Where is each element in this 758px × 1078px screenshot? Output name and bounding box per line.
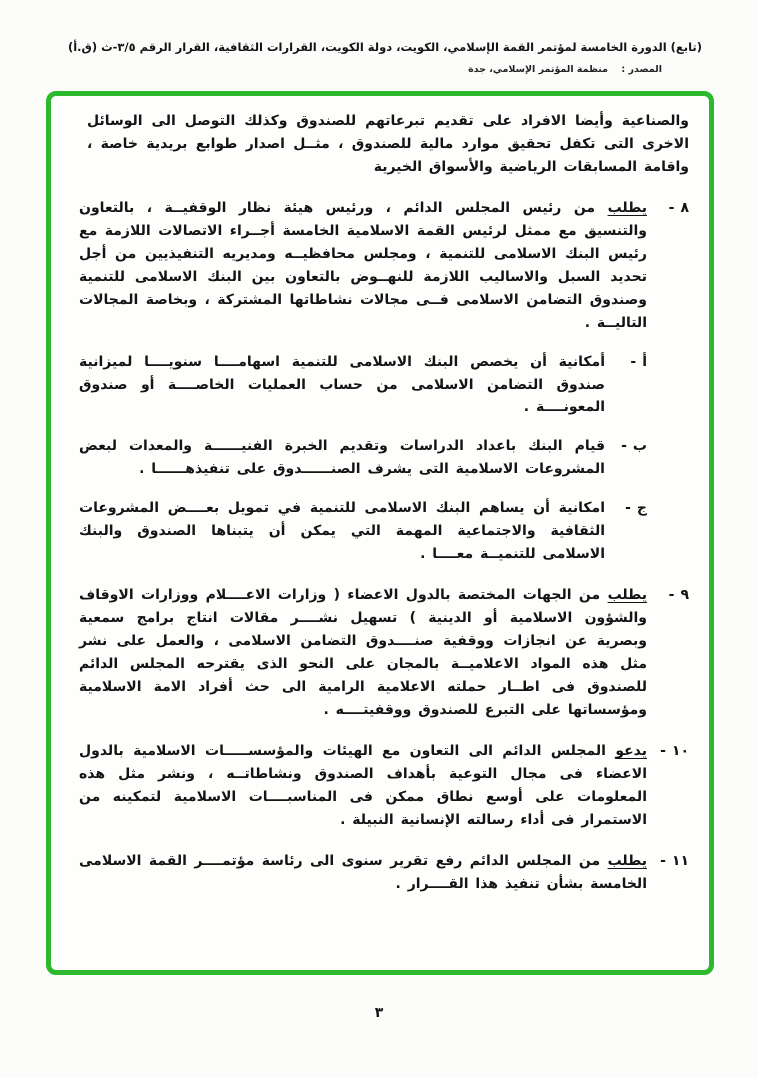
subitem-dash: - bbox=[630, 353, 637, 370]
subitem-letter-value: ج bbox=[636, 500, 647, 517]
item-number bbox=[647, 740, 689, 832]
item-lead-word: يطلب bbox=[607, 587, 647, 604]
subitem-letter bbox=[605, 351, 647, 420]
list-item bbox=[79, 197, 689, 566]
item-body bbox=[79, 740, 647, 832]
list-subitem bbox=[79, 497, 647, 566]
item-dash: - bbox=[660, 852, 666, 869]
item-text: من الجهات المختصة بالدول الاعضاء ( وزارات الاعــــلام ووزارات الاوقاف والشؤون الاسلامية أو الدينية ) تسهيل نشــــر مقالات انتاج برامج سمعية وبصرية عن انجازات ووقفية صنــــدوق التضامن الاسلامى ، والعمل على نشر مثل هذه المواد الاعلاميــة بالمجان على النحو الذى يقترحه المجلس الدائم للصندوق فى اطــار حملته الاعلامية الرامية الى حث أفراد الامة الاسلامية ومؤسساتها على التبرع للصندوق ووقفيتــــه . bbox=[79, 587, 647, 718]
item-body bbox=[79, 584, 647, 722]
item-paragraph bbox=[79, 197, 647, 335]
item-lead-word: يدعو bbox=[615, 742, 647, 759]
header-title: (تابع) الدورة الخامسة لمؤتمر القمة الإسلامي، الكويت، دولة الكويت، القرارات الثقافية، القرار الرقم ٣/٥-ث (ق.أ) bbox=[67, 40, 702, 54]
item-dash: - bbox=[668, 587, 675, 604]
page-footer bbox=[0, 1005, 758, 1021]
item-number-value: ١٠ bbox=[671, 742, 689, 759]
item-number bbox=[647, 197, 689, 566]
item-paragraph bbox=[79, 740, 647, 832]
item-text: من المجلس الدائم رفع تقرير سنوى الى رئاسة مؤتمــــر القمة الاسلامى الخامسة بشأن تنفيذ هذا القــــرار . bbox=[79, 852, 647, 892]
item-dash: - bbox=[668, 199, 675, 216]
item-number-value: ٩ bbox=[680, 587, 689, 604]
subitem-text: قيام البنك باعداد الدراسات وتقديم الخبرة الفنيــــــة والمعدات لبعض المشروعات الاسلامية التى يشرف الصنــــــدوق على تنفيذهــــــا . bbox=[79, 438, 605, 478]
list-item bbox=[79, 850, 689, 896]
item-number-value: ٨ bbox=[680, 199, 689, 216]
subitem-letter-value: أ bbox=[642, 353, 647, 370]
item-body bbox=[79, 197, 647, 566]
item-paragraph bbox=[79, 584, 647, 722]
subitem-letter bbox=[605, 435, 647, 481]
item-paragraph bbox=[79, 850, 647, 896]
item-body bbox=[79, 850, 647, 896]
item-lead-word: يطلب bbox=[607, 199, 647, 216]
item-text: من رئيس المجلس الدائم ، ورئيس هيئة نظار الوقفيــة ، بالتعاون والتنسيق مع ممثل لرئيس القمة الاسلامية الخامسة أجــراء الاتصالات اللازمة مع رئيس البنك الاسلامى للتنمية ، ومجلس محافظيــه ومديريه التنفيذيين من أجل تحديد السبل والاساليب اللازمة للنهــوض بالتعاون بين البنك الاسلامى للتنمية وصندوق التضامن الاسلامى فــى مجالات نشاطاتها المشتركة ، وبخاصة المجالات التاليــة . bbox=[79, 199, 647, 331]
item-lead-word: يطلب bbox=[607, 852, 647, 869]
item-number bbox=[647, 584, 689, 722]
subitem-text: امكانية أن يساهم البنك الاسلامى للتنمية في تمويل بعــــض المشروعات الثقافية والاجتماعية المهمة التي يمكن أن يتبناها الصندوق والبنك الاسلامى للتنميــة معــــا . bbox=[79, 500, 605, 563]
source-value: منظمة المؤتمر الإسلامي، جدة bbox=[468, 64, 609, 75]
list-subitem bbox=[79, 351, 647, 420]
list-item bbox=[79, 740, 689, 832]
intro-paragraph: والصناعية وأيضا الافراد على تقديم تبرعاتهم للصندوق وكذلك التوصل الى الوسائل الاخرى التى تكفل تحقيق موارد مالية للصندوق ، مثــل اصدار طوابع بريدية خاصة ، واقامة المسابقات الرياضية والأسواق الخيرية bbox=[87, 113, 689, 175]
item-text: المجلس الدائم الى التعاون مع الهيئات والمؤسســـــات الاسلامية بالدول الاعضاء فى مجال التوعية بأهداف الصندوق ونشاطاتــه ، ونشر مثل هذه المعلومات على أوسع نطاق ممكن فى المناسبــــات الاسلامية لتمكينه من الاستمرار فى أداء رسالته الإنسانية النبيلة . bbox=[79, 742, 647, 828]
subitem-letter bbox=[605, 497, 647, 566]
page-number: ٣ bbox=[374, 1005, 384, 1021]
item-dash: - bbox=[660, 742, 666, 759]
item-number-value: ١١ bbox=[671, 852, 689, 869]
list-subitem bbox=[79, 435, 647, 481]
subitem-dash: - bbox=[625, 500, 631, 517]
document-header bbox=[0, 40, 758, 75]
content-border-box bbox=[46, 91, 714, 975]
source-label: المصدر : bbox=[621, 64, 662, 75]
header-source bbox=[0, 64, 662, 75]
item-number bbox=[647, 850, 689, 896]
list-item bbox=[79, 584, 689, 722]
subitem-text: أمكانية أن يخصص البنك الاسلامى للتنمية اسهامــــا سنويــــا لميزانية صندوق التضامن الاسلامى من حساب العمليات الخاصــــة أو صندوق المعونــــة . bbox=[79, 353, 605, 416]
subitem-letter-value: ب bbox=[632, 438, 647, 455]
subitem-dash: - bbox=[621, 438, 627, 455]
